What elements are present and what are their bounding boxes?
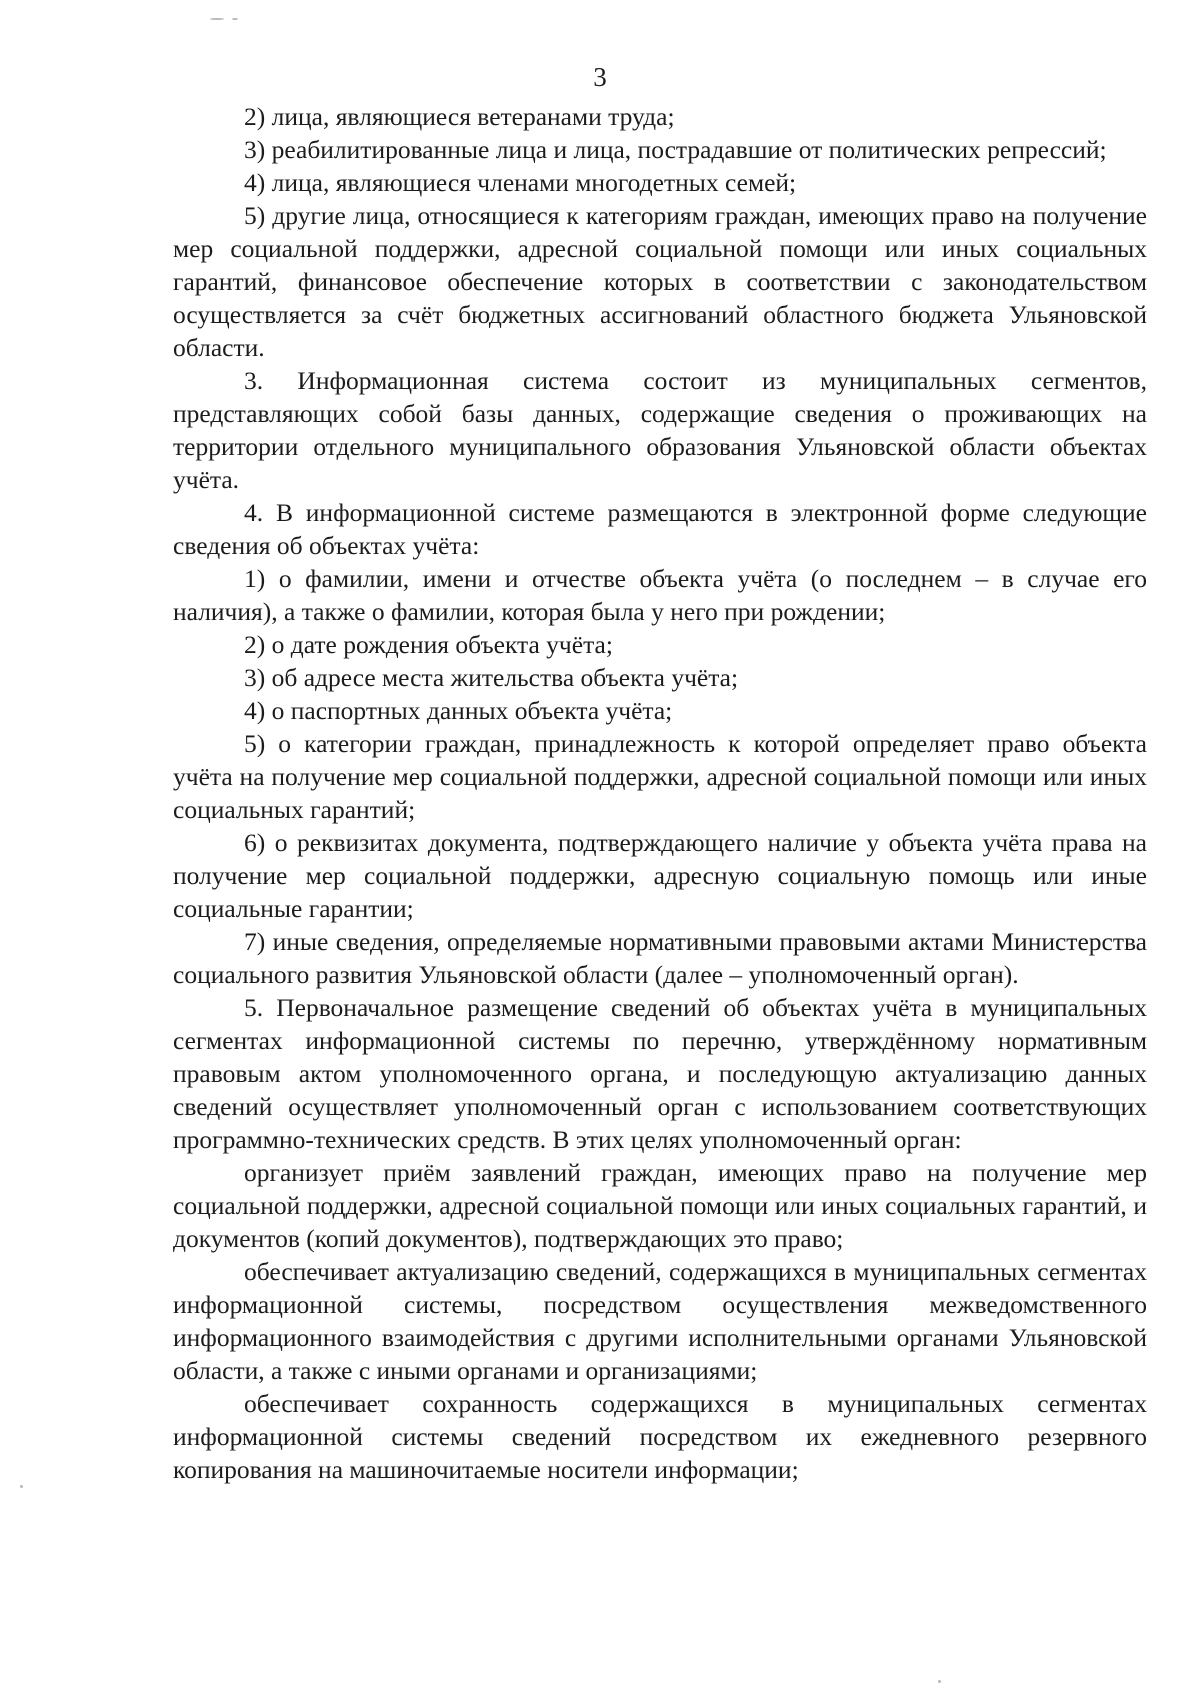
info-item-document: 6) о реквизитах документа, подтверждающего наличие у объекта учёта права на получение мер социальной поддержки, адресную социальную помощь или иные социальные гарантии;	[173, 828, 1147, 923]
scan-mark	[20, 1485, 23, 1488]
info-item-birth-date: 2) о дате рождения объекта учёта;	[244, 630, 613, 659]
document-body	[173, 100, 1147, 1486]
info-item-other: 7) иные сведения, определяемые нормативными правовыми актами Министерства социального развития Ульяновской области (далее – уполномоченный орган).	[173, 927, 1147, 989]
duty-organizes: организует приём заявлений граждан, имеющих право на получение мер социальной поддержки, адресной социальной помощи или иных социальных гарантий, и документов (копий документов), подтверждающих это право;	[173, 1158, 1147, 1253]
list-item-large-families: 4) лица, являющиеся членами многодетных семей;	[244, 168, 797, 197]
duty-updates: обеспечивает актуализацию сведений, содержащихся в муниципальных сегментах информационной системы, посредством осуществления межведомственного информационного взаимодействия с другими исполнительными органами Ульяновской области, а также с иными органами и организациями;	[173, 1257, 1147, 1385]
scan-mark	[210, 18, 224, 20]
list-item-veterans: 2) лица, являющиеся ветеранами труда;	[244, 102, 675, 131]
clause-3: 3. Информационная система состоит из муниципальных сегментов, представляющих собой базы данных, содержащие сведения о проживающих на территории отдельного муниципального образования Ульяновской области объектах учёта.	[173, 366, 1147, 494]
info-item-name: 1) о фамилии, имени и отчестве объекта учёта (о последнем – в случае его наличия), а также о фамилии, которая была у него при рождении;	[173, 564, 1147, 626]
list-item-other-persons: 5) другие лица, относящиеся к категориям граждан, имеющих право на получение мер социальной поддержки, адресной социальной помощи или иных социальных гарантий, финансовое обеспечение которых в соответствии с законодательством осуществляется за счёт бюджетных ассигнований областного бюджета Ульяновской области.	[173, 201, 1147, 362]
page-number: 3	[593, 62, 607, 92]
clause-4: 4. В информационной системе размещаются в электронной форме следующие сведения об объектах учёта:	[173, 498, 1147, 560]
duty-backup: обеспечивает сохранность содержащихся в муниципальных сегментах информационной системы сведений посредством их ежедневного резервного копирования на машиночитаемые носители информации;	[173, 1389, 1147, 1484]
info-item-address: 3) об адресе места жительства объекта учёта;	[244, 663, 739, 692]
info-item-category: 5) о категории граждан, принадлежность к которой определяет право объекта учёта на получение мер социальной поддержки, адресной социальной помощи или иных социальных гарантий;	[173, 729, 1147, 824]
clause-5: 5. Первоначальное размещение сведений об объектах учёта в муниципальных сегментах информационной системы по перечню, утверждённому нормативным правовым актом уполномоченного органа, и последующую актуализацию данных сведений осуществляет уполномоченный орган с использованием соответствующих программно-технических средств. В этих целях уполномоченный орган:	[173, 993, 1147, 1154]
scan-mark	[232, 18, 238, 20]
info-item-passport: 4) о паспортных данных объекта учёта;	[244, 696, 673, 725]
scan-mark	[938, 1680, 941, 1683]
list-item-rehabilitated: 3) реабилитированные лица и лица, пострадавшие от политических репрессий;	[244, 135, 1107, 164]
